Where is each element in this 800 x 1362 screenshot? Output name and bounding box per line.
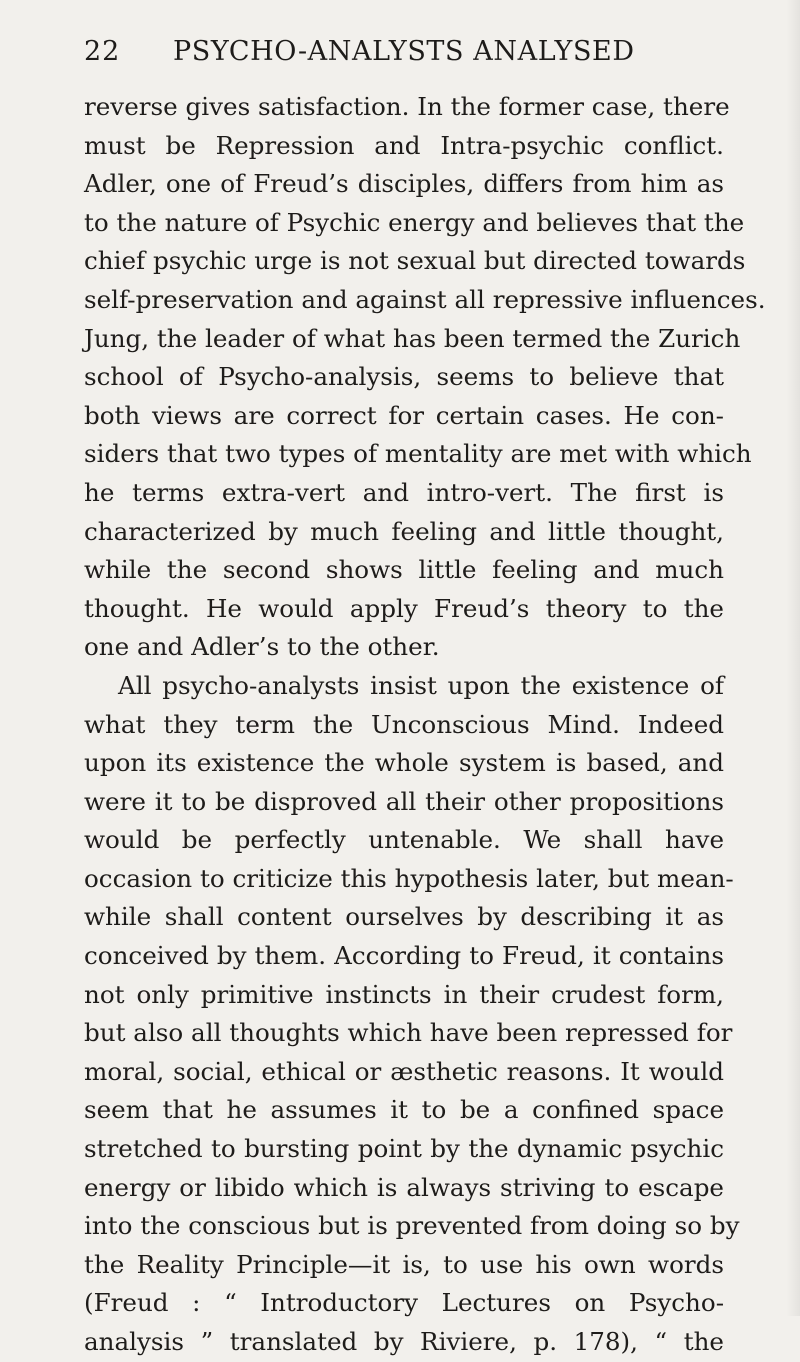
- text-line: conceived by them. According to Freud, it contains: [84, 941, 724, 971]
- text-line: upon its existence the whole system is based, and: [84, 748, 724, 778]
- text-line: but also all thoughts which have been repressed for: [84, 1018, 733, 1048]
- text-line: thought. He would apply Freud’s theory to the: [84, 593, 724, 623]
- text-line: analysis ” translated by Riviere, p. 178), “ the: [84, 1327, 724, 1356]
- text-line: he terms extra-vert and intro-vert. The first is: [84, 477, 724, 507]
- text-line: not only primitive instincts in their crudest form,: [84, 979, 724, 1009]
- page-edge-shadow: [786, 0, 800, 1316]
- text-line: the Reality Principle—it is, to use his own words: [84, 1249, 724, 1279]
- text-line: Adler, one of Freud’s disciples, differs from him as: [84, 169, 724, 199]
- text-line: must be Repression and Intra-psychic conflict.: [84, 130, 724, 160]
- text-line: Jung, the leader of what has been termed the Zurich: [84, 323, 741, 353]
- text-line: while the second shows little feeling and much: [84, 555, 724, 585]
- page-header: [84, 36, 718, 70]
- text-line: into the conscious but is prevented from doing so by: [84, 1211, 740, 1241]
- text-line: siders that two types of mentality are met with which: [84, 439, 752, 469]
- text-line: (Freud : “ Introductory Lectures on Psycho-: [84, 1288, 724, 1318]
- text-line: seem that he assumes it to be a confined space: [84, 1095, 724, 1125]
- text-line: would be perfectly untenable. We shall have: [84, 825, 724, 855]
- paragraph-start-line: All psycho-analysts insist upon the existence of: [118, 670, 724, 700]
- text-line: self-preservation and against all repressive influences.: [84, 284, 766, 314]
- text-line: stretched to bursting point by the dynamic psychic: [84, 1134, 724, 1164]
- text-line: what they term the Unconscious Mind. Indeed: [84, 709, 724, 739]
- page-number: 22: [84, 36, 121, 67]
- running-title: PSYCHO-ANALYSTS ANALYSED: [173, 36, 635, 67]
- text-line: chief psychic urge is not sexual but directed towards: [84, 246, 746, 276]
- body-text: [84, 88, 766, 1362]
- text-line: energy or libido which is always striving to escape: [84, 1172, 724, 1202]
- text-line: to the nature of Psychic energy and believes that the: [84, 207, 745, 237]
- text-line: both views are correct for certain cases. He con-: [84, 400, 724, 430]
- text-line: characterized by much feeling and little thought,: [84, 516, 724, 546]
- text-line: moral, social, ethical or æsthetic reasons. It would: [84, 1056, 724, 1086]
- paragraph-end-line: one and Adler’s to the other.: [84, 632, 440, 662]
- text-line: while shall content ourselves by describing it as: [84, 902, 724, 932]
- text-line: school of Psycho-analysis, seems to believe that: [84, 362, 724, 392]
- text-line: occasion to criticize this hypothesis later, but mean-: [84, 863, 734, 893]
- text-line: reverse gives satisfaction. In the former case, there: [84, 92, 730, 121]
- text-line: were it to be disproved all their other propositions: [84, 786, 724, 816]
